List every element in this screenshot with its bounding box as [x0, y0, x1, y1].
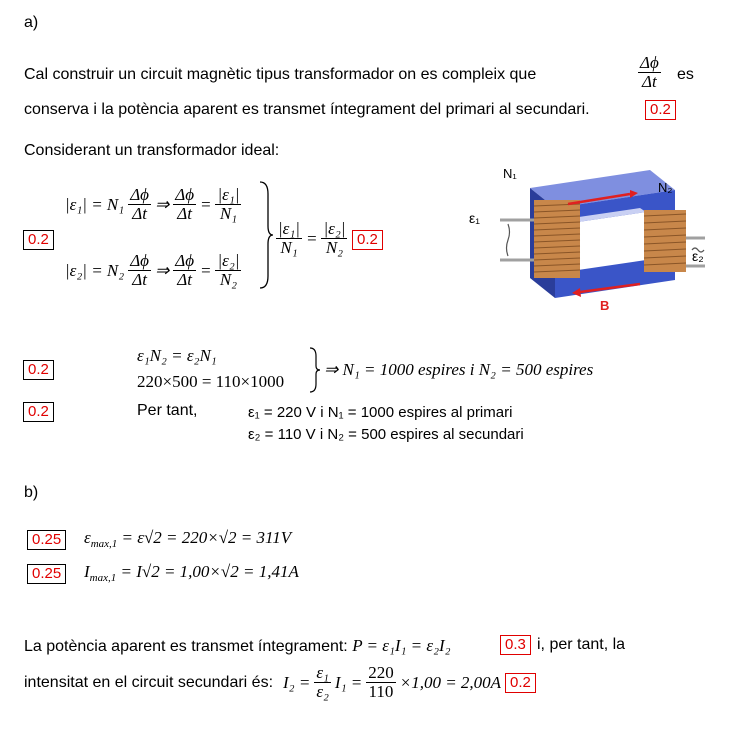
fraction-denominator: N₁ [219, 204, 238, 223]
i2-result: ×1,00 = 2,00A [399, 672, 502, 692]
per-tant-label: Per tant, [137, 402, 198, 419]
fraction-dphi-dt [638, 54, 661, 91]
imax-subscript: max,1 [89, 572, 117, 584]
score-box: 0.2 [505, 673, 536, 693]
fraction [215, 252, 241, 289]
score-box: 0.25 [27, 564, 66, 584]
equation-imax [84, 562, 299, 584]
score-box: 0.2 [23, 230, 54, 250]
equation-emax [84, 528, 291, 550]
score-box: 0.2 [23, 402, 54, 422]
label-e1: ε₁ [469, 210, 480, 226]
fraction-numerator: Δϕ [175, 251, 194, 270]
label-n1: N₁ [503, 166, 517, 181]
score-box: 0.2 [645, 100, 676, 120]
paragraph-2: Considerant un transformador ideal: [24, 142, 280, 159]
fraction [276, 220, 302, 257]
fraction [314, 664, 331, 701]
core-window [578, 212, 646, 270]
label-b: B [600, 298, 610, 313]
paragraph-1-line-2: conserva i la potència aparent es transmet íntegrament del primari al secundari. [24, 101, 590, 118]
equals-sign: = [200, 260, 212, 280]
eq1-left: |ε₁| = N₁ [65, 194, 125, 214]
right-brace-icon [258, 180, 274, 290]
eq2-left: |ε₂| = N₂ [65, 260, 125, 280]
fraction-numerator: ε₁ [316, 663, 329, 682]
fraction-numerator: Δϕ [175, 185, 194, 204]
label-e2: ε₂ [692, 248, 704, 264]
equals-sign: = [305, 228, 318, 248]
fraction-denominator: Δt [642, 72, 657, 91]
score-box: 0.2 [352, 230, 383, 250]
fraction-numerator: Δϕ [130, 185, 149, 204]
equation-numeric: 220×500 = 110×1000 [137, 372, 285, 391]
fraction [173, 252, 196, 289]
right-brace-icon [308, 346, 322, 394]
fraction-numerator: |ε₁| [217, 185, 240, 204]
fraction-numerator: |ε₁| [278, 219, 300, 238]
section-b-label: b) [24, 484, 39, 501]
fraction-denominator: Δt [132, 270, 147, 289]
paragraph-1-line-1: Cal construir un circuit magnètic tipus transformador on es compleix que [24, 66, 537, 83]
score-box: 0.2 [23, 360, 54, 380]
result-line-2: ε₂ = 110 V i N₂ = 500 espires al secundari [248, 426, 524, 443]
ac-source-icon [507, 224, 510, 256]
fraction-denominator: Δt [177, 204, 192, 223]
paragraph-3 [24, 636, 451, 656]
fraction-denominator: N₂ [325, 238, 344, 257]
fraction-denominator: ε₂ [316, 682, 329, 701]
fraction-denominator: N₁ [280, 238, 298, 257]
fraction-numerator: Δϕ [640, 53, 659, 72]
power-equation: P = ε₁I₁ = ε₂I₂ [352, 636, 451, 655]
equation-e2 [65, 252, 241, 289]
imax-rhs: = I√2 = 1,00×√2 = 1,41A [120, 562, 299, 581]
fraction [366, 664, 396, 701]
fraction-numerator: |ε₂| [323, 219, 346, 238]
fraction-numerator: 220 [368, 663, 394, 682]
secondary-coil [644, 210, 686, 272]
fraction [128, 252, 151, 289]
fraction-numerator: Δϕ [130, 251, 149, 270]
label-n2: N₂ [658, 180, 673, 195]
paragraph-4-text: intensitat en el circuit secundari és: [24, 673, 274, 691]
implies-arrow: ⇒ [154, 194, 170, 214]
paragraph-1-tail: es [677, 66, 694, 83]
transformer-diagram [460, 160, 720, 320]
emax-rhs: = ε√2 = 220×√2 = 311V [121, 528, 292, 547]
score-box: 0.25 [27, 530, 66, 550]
i2-lhs: I₂ = [283, 672, 311, 692]
fraction-numerator: |ε₂| [217, 251, 240, 270]
fraction [321, 220, 347, 257]
imax-symbol: I [84, 562, 90, 581]
paragraph-4 [24, 664, 536, 701]
emax-symbol: ε [84, 528, 91, 547]
equation-ratio [276, 220, 347, 257]
equals-sign: = [200, 194, 212, 214]
fraction-denominator: Δt [132, 204, 147, 223]
i1-term: I₁ = [334, 672, 363, 692]
paragraph-3-tail: i, per tant, la [537, 636, 626, 653]
section-a-label: a) [24, 14, 39, 31]
emax-subscript: max,1 [90, 538, 118, 550]
equation-ratio-2: ε₁N₂ = ε₂N₁ [137, 346, 217, 365]
fraction-denominator: N₂ [219, 270, 238, 289]
fraction [128, 186, 151, 223]
fraction [173, 186, 196, 223]
equation-result: ⇒ N₁ = 1000 espires i N₂ = 500 espires [324, 360, 594, 379]
result-line-1: ε₁ = 220 V i N₁ = 1000 espires al primari [248, 404, 513, 421]
paragraph-3-text: La potència aparent es transmet íntegrament: [24, 638, 348, 655]
fraction-denominator: 110 [368, 682, 394, 701]
equation-e1 [65, 186, 241, 223]
fraction-denominator: Δt [177, 270, 192, 289]
implies-arrow: ⇒ [154, 260, 170, 280]
primary-coil [534, 200, 580, 278]
score-box: 0.3 [500, 635, 531, 655]
fraction [215, 186, 241, 223]
